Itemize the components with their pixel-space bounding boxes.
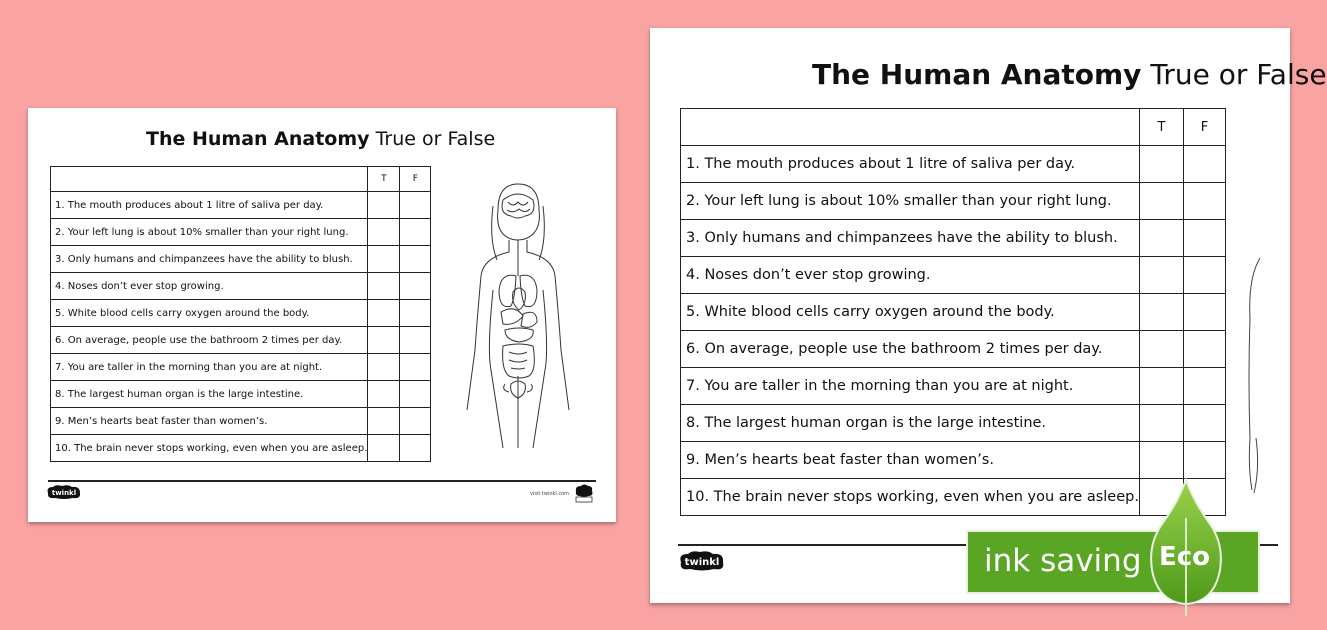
title-bold: The Human Anatomy [146, 128, 370, 150]
table-row [681, 368, 1226, 405]
statement-cell: 2. Your left lung is about 10% smaller than your right lung. [681, 183, 1140, 220]
human-anatomy-figure-icon [453, 180, 583, 450]
true-answer-box[interactable] [1139, 183, 1183, 220]
true-answer-box[interactable] [1139, 442, 1183, 479]
title-bold: The Human Anatomy [812, 58, 1142, 91]
statement-cell: 6. On average, people use the bathroom 2 times per day. [681, 331, 1140, 368]
table-row [51, 435, 431, 462]
false-answer-box[interactable] [400, 273, 431, 300]
true-answer-box[interactable] [1139, 294, 1183, 331]
true-answer-box[interactable] [1139, 331, 1183, 368]
true-answer-box[interactable] [1139, 405, 1183, 442]
title-light: True or False [1150, 58, 1327, 91]
true-answer-box[interactable] [368, 408, 400, 435]
twinkl-logo-icon [46, 484, 82, 500]
human-anatomy-figure-partial-icon [1242, 238, 1262, 498]
statement-cell: 7. You are taller in the morning than you are at night. [51, 354, 368, 381]
table-row [681, 220, 1226, 257]
false-answer-box[interactable] [1183, 183, 1225, 220]
table-row [681, 442, 1226, 479]
table-row [681, 294, 1226, 331]
table-row [51, 327, 431, 354]
statement-cell: 3. Only humans and chimpanzees have the ability to blush. [681, 220, 1140, 257]
true-answer-box[interactable] [368, 246, 400, 273]
twinkl-logo-text: twinkl [51, 489, 77, 497]
website-url: visit twinkl.com [530, 491, 570, 497]
statement-cell: 5. White blood cells carry oxygen around the body. [681, 294, 1140, 331]
table-row [51, 381, 431, 408]
true-answer-box[interactable] [1139, 220, 1183, 257]
false-answer-box[interactable] [1183, 405, 1225, 442]
table-row [51, 408, 431, 435]
false-answer-box[interactable] [400, 192, 431, 219]
table-row [681, 331, 1226, 368]
false-answer-box[interactable] [1183, 257, 1225, 294]
table-row [51, 246, 431, 273]
true-answer-box[interactable] [368, 381, 400, 408]
true-answer-box[interactable] [1139, 146, 1183, 183]
table-header-row [681, 109, 1226, 146]
statement-cell: 8. The largest human organ is the large intestine. [681, 405, 1140, 442]
true-column-header: T [1139, 109, 1183, 146]
statement-cell: 6. On average, people use the bathroom 2 times per day. [51, 327, 368, 354]
title-light: True or False [375, 128, 496, 150]
table-header-row [51, 167, 431, 192]
false-answer-box[interactable] [400, 354, 431, 381]
false-answer-box[interactable] [400, 300, 431, 327]
false-column-header: F [1183, 109, 1225, 146]
false-answer-box[interactable] [1183, 331, 1225, 368]
true-column-header: T [368, 167, 400, 192]
false-answer-box[interactable] [1183, 442, 1225, 479]
table-row [51, 300, 431, 327]
false-answer-box[interactable] [1183, 146, 1225, 183]
table-row [51, 192, 431, 219]
statement-header-cell [681, 109, 1140, 146]
table-row [681, 257, 1226, 294]
true-answer-box[interactable] [368, 435, 400, 462]
true-answer-box[interactable] [368, 354, 400, 381]
true-false-table [680, 108, 1226, 516]
statement-cell: 10. The brain never stops working, even when you are asleep. [51, 435, 368, 462]
table-row [681, 405, 1226, 442]
statement-cell: 9. Men’s hearts beat faster than women’s. [51, 408, 368, 435]
true-answer-box[interactable] [368, 327, 400, 354]
statement-cell: 2. Your left lung is about 10% smaller than your right lung. [51, 219, 368, 246]
statement-cell: 1. The mouth produces about 1 litre of saliva per day. [51, 192, 368, 219]
false-answer-box[interactable] [400, 327, 431, 354]
table-row [681, 479, 1226, 516]
false-column-header: F [400, 167, 431, 192]
false-answer-box[interactable] [400, 246, 431, 273]
table-row [51, 219, 431, 246]
statement-cell: 3. Only humans and chimpanzees have the ability to blush. [51, 246, 368, 273]
statement-header-cell [51, 167, 368, 192]
table-row [51, 273, 431, 300]
false-answer-box[interactable] [1183, 368, 1225, 405]
worksheet-preview-small[interactable] [28, 108, 616, 522]
true-answer-box[interactable] [368, 273, 400, 300]
false-answer-box[interactable] [400, 219, 431, 246]
false-answer-box[interactable] [400, 381, 431, 408]
false-answer-box[interactable] [1183, 220, 1225, 257]
ink-saving-label: ink saving [984, 543, 1142, 579]
statement-cell: 7. You are taller in the morning than you are at night. [681, 368, 1140, 405]
footer-divider [48, 480, 596, 482]
statement-cell: 9. Men’s hearts beat faster than women’s. [681, 442, 1140, 479]
quality-badge-icon [573, 482, 595, 504]
statement-cell: 1. The mouth produces about 1 litre of saliva per day. [681, 146, 1140, 183]
false-answer-box[interactable] [400, 435, 431, 462]
true-answer-box[interactable] [368, 192, 400, 219]
twinkl-logo-icon [678, 550, 726, 572]
statement-cell: 8. The largest human organ is the large intestine. [51, 381, 368, 408]
table-row [681, 183, 1226, 220]
table-row [51, 354, 431, 381]
table-row [681, 146, 1226, 183]
true-false-table [50, 166, 431, 462]
worksheet-title [146, 128, 495, 150]
true-answer-box[interactable] [368, 219, 400, 246]
statement-cell: 4. Noses don’t ever stop growing. [51, 273, 368, 300]
twinkl-logo-text: twinkl [684, 557, 720, 568]
true-answer-box[interactable] [368, 300, 400, 327]
false-answer-box[interactable] [1183, 294, 1225, 331]
true-answer-box[interactable] [1139, 368, 1183, 405]
statement-cell: 4. Noses don’t ever stop growing. [681, 257, 1140, 294]
true-answer-box[interactable] [1139, 257, 1183, 294]
worksheet-title [812, 58, 1327, 91]
statement-cell: 5. White blood cells carry oxygen around the body. [51, 300, 368, 327]
eco-label: Eco [1159, 542, 1211, 572]
false-answer-box[interactable] [400, 408, 431, 435]
statement-cell: 10. The brain never stops working, even when you are asleep. [681, 479, 1140, 516]
